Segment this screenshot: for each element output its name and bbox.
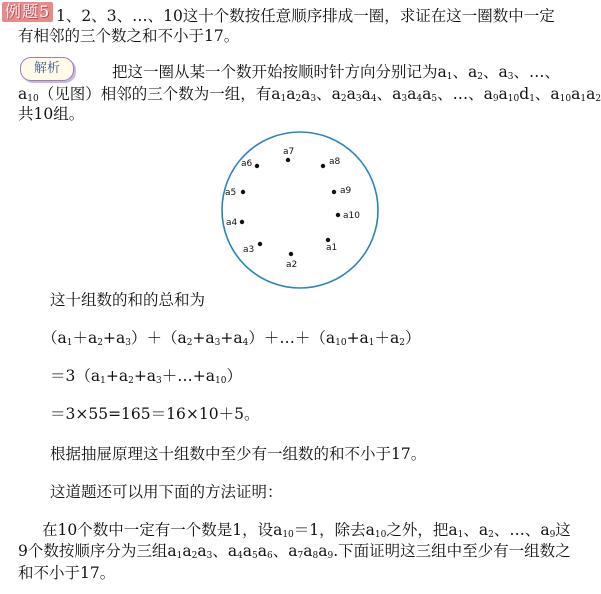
label-a9: a9 [340,186,352,196]
body-sum-factor: $=3(a_1+a_2+a_3+\dots+a_{10})$ [50,367,242,386]
dot-a4 [240,220,244,224]
problem-line-1: 1、2、3、…、10这十个数按任意顺序排成一圈，求证在这一圈数中一定 [56,7,555,25]
dot-a5 [241,190,245,194]
body-sum-result: ＝3×55=165＝16×10＋5。 [50,405,260,423]
circle-outline [222,132,378,288]
label-a5: a5 [225,188,237,198]
dot-a9 [332,190,336,194]
dot-a8 [321,164,325,168]
point-a1 [326,238,337,253]
problem-line-2: 有相邻的三个数之和不小于17。 [18,27,240,45]
body-sum-expression: $(a_1+a_2+a_3)+(a_2+a_3+a_4)+\dots+(a_{10}+a_1+a_2)$ [42,329,421,348]
body-pigeonhole: 根据抽屉原理这十组数中至少有一组数的和不小于17。 [50,445,427,463]
dot-a3 [258,242,262,246]
label-a7: a7 [283,147,295,157]
point-a7 [283,147,294,162]
dot-a10 [336,213,340,217]
body-alt-line-1: 在10个数中一定有一个数是1，设$a_{10}=1$，除去$a_{10}$之外，把$a_1$、$a_2$、…、$a_9$这 [42,521,571,540]
circle-diagram-svg [210,130,390,290]
dot-a6 [255,164,259,168]
point-a2 [286,252,297,270]
label-a1: a1 [326,243,338,253]
dot-a2 [289,252,293,256]
label-a2: a2 [286,260,298,270]
analysis-line-3: 共10组。 [18,105,85,123]
body-sum-intro: 这十组数的和的总和为 [50,291,206,309]
dot-a1 [326,238,330,242]
label-a3: a3 [243,245,255,255]
body-alt-line-2: 9个数按顺序分为三组$a_1a_2a_3$、$a_4a_5a_6$、$a_7a_8a_9$.下面证明这三组中至少有一组数之 [18,542,571,561]
point-a8 [321,157,341,168]
body-alt-line-3: 和不小于17。 [18,564,116,582]
example-badge: 例题5 [2,2,53,22]
dot-a7 [286,158,290,162]
point-a9 [332,186,352,196]
point-a3 [243,242,262,255]
body-alt-method: 这道题还可以用下面的方法证明： [50,483,283,501]
label-a4: a4 [226,218,238,228]
analysis-badge: 解析 [20,57,74,81]
point-a10 [336,211,360,221]
analysis-line-1: 把这一圈从某一个数开始按顺时针方向分别记为$a_1$、$a_2$、$a_3$、…、 [112,63,560,82]
point-a4 [226,218,244,228]
analysis-line-2: $a_{10}$（见图）相邻的三个数为一组，有$a_1a_2a_3$、$a_2a_3a_4$、$a_3a_4a_5$、…、$a_9a_{10}d_1$、$a_{10}a_1a_2$ [18,85,601,104]
point-a5 [225,188,245,198]
label-a8: a8 [329,157,341,167]
label-a6: a6 [241,159,253,169]
circle-diagram [210,130,390,290]
label-a10: a10 [343,211,360,221]
point-a6 [241,159,259,169]
